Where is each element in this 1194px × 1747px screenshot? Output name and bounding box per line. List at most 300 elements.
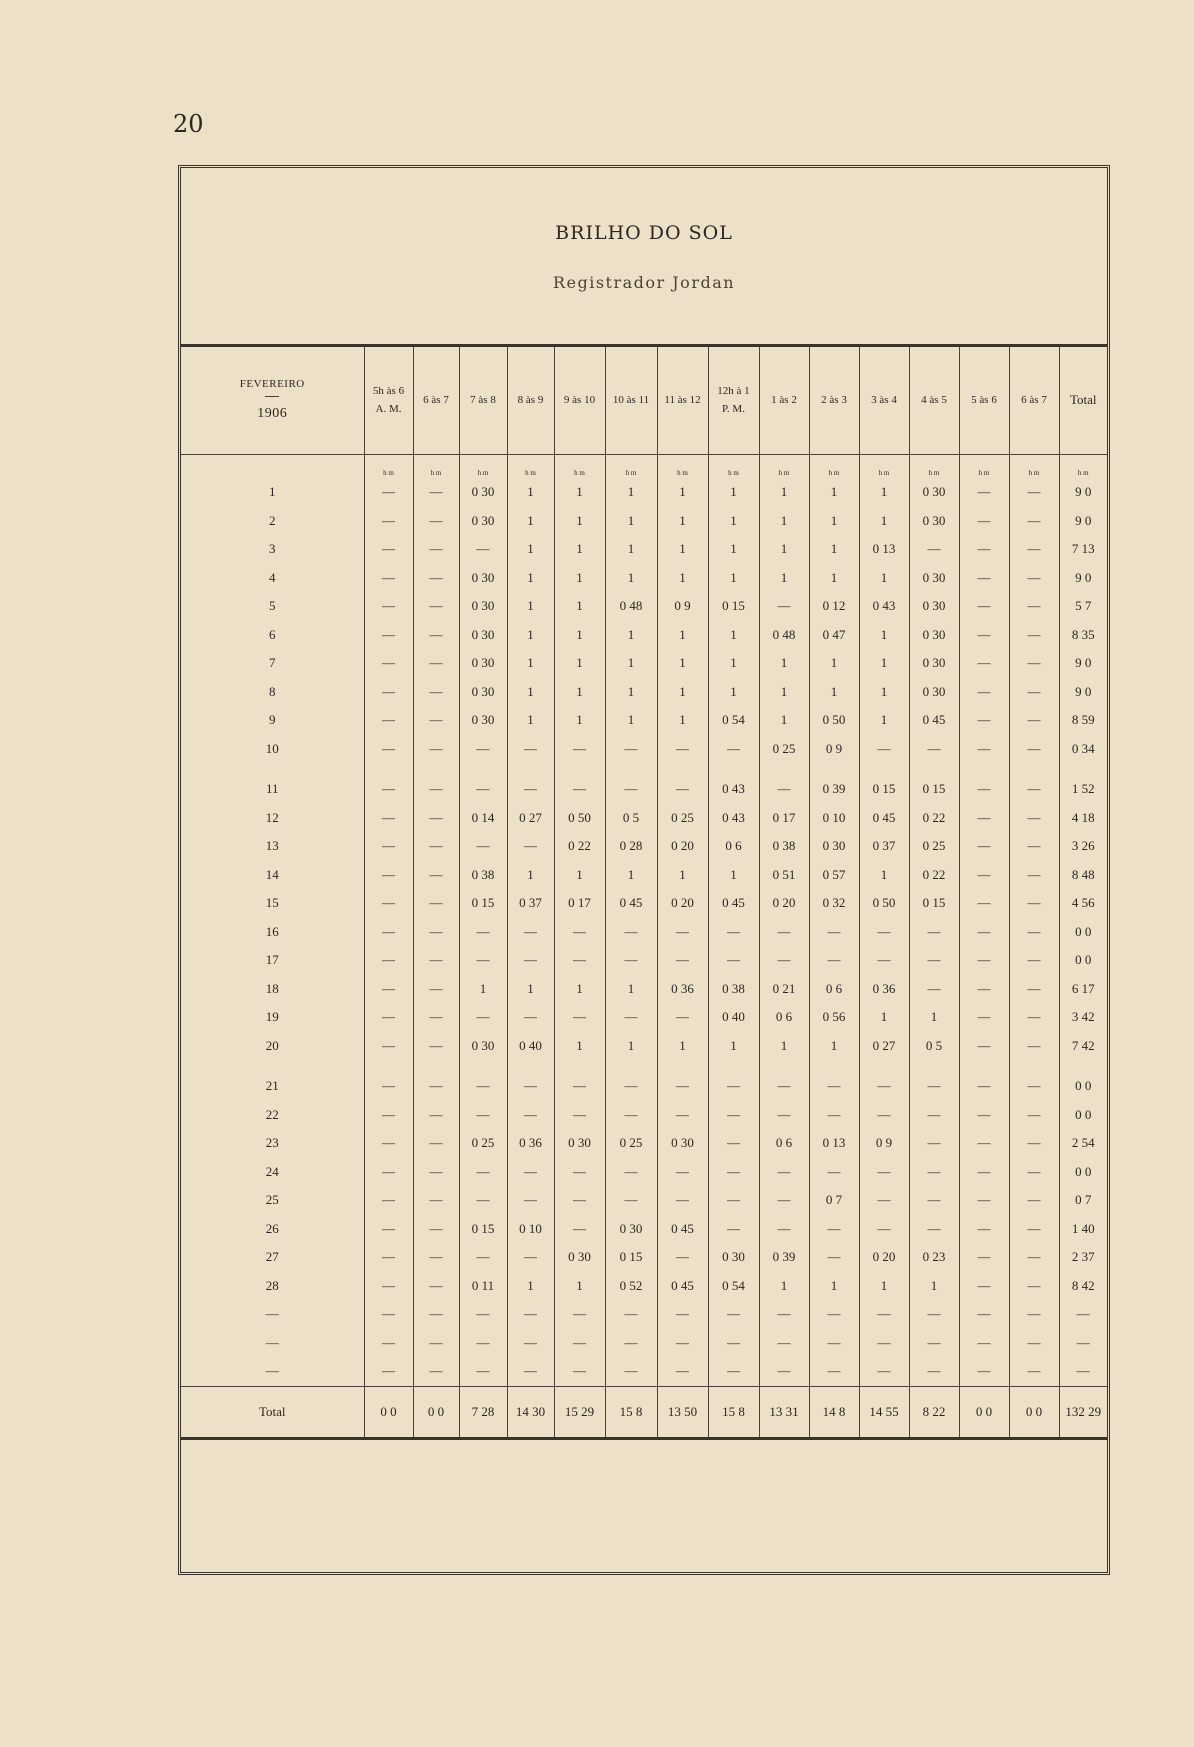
hour-cell: 0 30 <box>459 621 507 650</box>
gap-cell <box>507 1060 554 1072</box>
row-total-cell: 9 0 <box>1059 507 1107 536</box>
hour-cell: — <box>413 1215 459 1244</box>
hour-cell: — <box>657 946 708 975</box>
hour-cell: 1 <box>708 478 759 507</box>
hour-cell: — <box>1009 678 1059 707</box>
hour-cell: — <box>507 1300 554 1329</box>
hour-cell: — <box>554 1215 605 1244</box>
unit-label: h m <box>759 455 809 479</box>
hour-cell: 0 25 <box>759 735 809 764</box>
hour-cell: 1 <box>809 1032 859 1061</box>
table-row <box>181 1300 1107 1329</box>
table-frame <box>178 165 1110 1575</box>
hour-cell: — <box>657 1329 708 1358</box>
hour-cell: — <box>959 861 1009 890</box>
hour-cell: — <box>364 735 413 764</box>
unit-label: h m <box>413 455 459 479</box>
table-row <box>181 804 1107 833</box>
row-total-cell: 0 0 <box>1059 1101 1107 1130</box>
hour-cell: — <box>459 735 507 764</box>
hour-cell: 1 <box>507 975 554 1004</box>
gap-cell <box>554 1060 605 1072</box>
day-cell: 18 <box>265 980 279 996</box>
table-row <box>181 1158 1107 1187</box>
hour-cell: 0 20 <box>657 889 708 918</box>
row-total-cell: — <box>1059 1300 1107 1329</box>
hour-cell: — <box>909 735 959 764</box>
hour-cell: — <box>1009 564 1059 593</box>
unit-label: h m <box>657 455 708 479</box>
hour-cell: 0 6 <box>708 832 759 861</box>
hour-cell: — <box>507 918 554 947</box>
column-header: 5 às 6 <box>959 347 1009 455</box>
hour-cell: 1 <box>605 507 657 536</box>
table-row <box>181 621 1107 650</box>
row-total-cell: 8 35 <box>1059 621 1107 650</box>
hour-cell: — <box>1009 1357 1059 1386</box>
hour-cell: — <box>413 1186 459 1215</box>
hour-cell: — <box>364 1272 413 1301</box>
hour-cell: 0 22 <box>554 832 605 861</box>
day-cell: 15 <box>265 895 279 911</box>
gap-cell <box>1009 1060 1059 1072</box>
row-total-cell: 2 54 <box>1059 1129 1107 1158</box>
hour-cell: — <box>1009 592 1059 621</box>
hour-cell: 0 22 <box>909 861 959 890</box>
hour-cell: 1 <box>759 649 809 678</box>
hour-cell: 1 <box>554 1272 605 1301</box>
hour-cell: — <box>959 804 1009 833</box>
hour-cell: — <box>554 1329 605 1358</box>
unit-label: h m <box>809 455 859 479</box>
hour-cell: — <box>413 832 459 861</box>
hour-cell: — <box>507 946 554 975</box>
table-row <box>181 1215 1107 1244</box>
hour-cell: — <box>708 735 759 764</box>
total-cell: 7 28 <box>459 1386 507 1437</box>
table-row <box>181 478 1107 507</box>
hour-cell: 0 9 <box>657 592 708 621</box>
hour-cell: — <box>364 1357 413 1386</box>
hour-cell: — <box>1009 889 1059 918</box>
hour-cell: 1 <box>708 861 759 890</box>
hour-cell: — <box>364 564 413 593</box>
total-cell: 0 0 <box>959 1386 1009 1437</box>
table-row <box>181 564 1107 593</box>
table-row <box>181 1329 1107 1358</box>
hour-cell: 0 30 <box>459 564 507 593</box>
day-cell: 6 <box>269 626 276 642</box>
hour-cell: — <box>759 1357 809 1386</box>
total-cell: 15 8 <box>605 1386 657 1437</box>
column-header: 3 às 4 <box>859 347 909 455</box>
column-header: 2 às 3 <box>809 347 859 455</box>
gap-cell <box>1059 763 1107 775</box>
hour-cell: — <box>459 832 507 861</box>
hour-cell: — <box>959 975 1009 1004</box>
hour-cell: 1 <box>657 564 708 593</box>
hour-cell: 0 17 <box>554 889 605 918</box>
hour-cell: 1 <box>605 649 657 678</box>
unit-label: h m <box>909 455 959 479</box>
row-total-cell: 5 7 <box>1059 592 1107 621</box>
hour-cell: — <box>959 564 1009 593</box>
row-total-cell: 3 26 <box>1059 832 1107 861</box>
hour-cell: 1 <box>554 507 605 536</box>
unit-label: h m <box>507 455 554 479</box>
hour-cell: 1 <box>605 1032 657 1061</box>
day-cell: 27 <box>265 1249 279 1265</box>
total-cell: 8 22 <box>909 1386 959 1437</box>
hour-cell: 1 <box>809 564 859 593</box>
hour-cell: — <box>413 946 459 975</box>
hour-cell: — <box>507 832 554 861</box>
gap-cell <box>708 763 759 775</box>
hour-cell: 1 <box>554 592 605 621</box>
hour-cell: — <box>759 1072 809 1101</box>
hour-cell: — <box>1009 649 1059 678</box>
total-cell: 0 0 <box>1009 1386 1059 1437</box>
day-cell: 5 <box>269 598 276 614</box>
hour-cell: — <box>809 1072 859 1101</box>
hour-cell: 0 40 <box>708 1003 759 1032</box>
day-cell: 9 <box>269 712 276 728</box>
day-cell: 11 <box>265 781 279 797</box>
table-row <box>181 946 1107 975</box>
hour-cell: — <box>859 735 909 764</box>
hour-cell: 1 <box>909 1272 959 1301</box>
hour-cell: — <box>507 1158 554 1187</box>
hour-cell: — <box>605 775 657 804</box>
hour-cell: — <box>759 592 809 621</box>
hour-cell: — <box>708 1072 759 1101</box>
hour-cell: — <box>859 1186 909 1215</box>
hour-cell: — <box>1009 775 1059 804</box>
hour-cell: — <box>507 1243 554 1272</box>
hour-cell: — <box>959 592 1009 621</box>
hour-cell: — <box>759 1329 809 1358</box>
hour-cell: 0 17 <box>759 804 809 833</box>
hour-cell: 0 30 <box>909 592 959 621</box>
day-cell: 1 <box>269 484 276 500</box>
hour-cell: 0 45 <box>657 1215 708 1244</box>
hour-cell: — <box>554 775 605 804</box>
hour-cell: — <box>809 1215 859 1244</box>
hour-cell: 0 30 <box>708 1243 759 1272</box>
title-block <box>181 168 1107 347</box>
table-row <box>181 678 1107 707</box>
hour-cell: — <box>959 1272 1009 1301</box>
hour-cell: 0 38 <box>708 975 759 1004</box>
hour-cell: — <box>459 946 507 975</box>
hour-cell: 1 <box>708 507 759 536</box>
column-header: 6 às 7 <box>413 347 459 455</box>
hour-cell: 0 37 <box>507 889 554 918</box>
hour-cell: — <box>364 535 413 564</box>
unit-row <box>181 455 1107 479</box>
column-header: 4 às 5 <box>909 347 959 455</box>
hour-cell: — <box>909 1158 959 1187</box>
gap-cell <box>554 763 605 775</box>
hour-cell: 0 15 <box>459 889 507 918</box>
hour-cell: — <box>364 1158 413 1187</box>
hour-cell: — <box>959 1243 1009 1272</box>
hour-cell: — <box>459 1357 507 1386</box>
hour-cell: 0 45 <box>708 889 759 918</box>
total-cell: 15 8 <box>708 1386 759 1437</box>
gap-cell <box>859 1060 909 1072</box>
unit-label: h m <box>554 455 605 479</box>
hour-cell: — <box>708 1215 759 1244</box>
hour-cell: 0 20 <box>759 889 809 918</box>
hour-cell: — <box>413 1072 459 1101</box>
hour-cell: 1 <box>809 649 859 678</box>
day-cell: 8 <box>269 683 276 699</box>
hour-cell: 1 <box>657 706 708 735</box>
page-number: 20 <box>173 110 204 138</box>
hour-cell: 0 30 <box>909 649 959 678</box>
hour-cell: — <box>959 735 1009 764</box>
hour-cell: — <box>413 1300 459 1329</box>
hour-cell: — <box>605 1072 657 1101</box>
hour-cell: 0 15 <box>859 775 909 804</box>
hour-cell: 0 43 <box>708 775 759 804</box>
hour-cell: — <box>413 1243 459 1272</box>
hour-cell: — <box>507 1329 554 1358</box>
sunshine-table <box>181 347 1107 1437</box>
hour-cell: — <box>413 535 459 564</box>
hour-cell: — <box>708 1300 759 1329</box>
hour-cell: — <box>1009 706 1059 735</box>
total-cell: 14 8 <box>809 1386 859 1437</box>
column-header: 5h às 6 A. M. <box>364 347 413 455</box>
gap-cell <box>181 763 364 775</box>
hour-cell: — <box>657 1158 708 1187</box>
gap-cell <box>708 1060 759 1072</box>
hour-cell: 0 30 <box>809 832 859 861</box>
hour-cell: 1 <box>605 861 657 890</box>
hour-cell: — <box>959 946 1009 975</box>
hour-cell: — <box>708 1129 759 1158</box>
hour-cell: — <box>364 775 413 804</box>
hour-cell: — <box>809 1300 859 1329</box>
hour-cell: — <box>909 946 959 975</box>
hour-cell: 1 <box>605 706 657 735</box>
header-row <box>181 347 1107 455</box>
hour-cell: 1 <box>759 564 809 593</box>
total-cell: 0 0 <box>364 1386 413 1437</box>
hour-cell: — <box>759 1101 809 1130</box>
hour-cell: 1 <box>605 564 657 593</box>
hour-cell: 0 25 <box>605 1129 657 1158</box>
hour-cell: — <box>554 1300 605 1329</box>
hour-cell: 1 <box>657 478 708 507</box>
hour-cell: 0 30 <box>459 678 507 707</box>
hour-cell: — <box>959 621 1009 650</box>
hour-cell: 1 <box>759 678 809 707</box>
table-row <box>181 775 1107 804</box>
hour-cell: — <box>364 918 413 947</box>
hour-cell: 0 32 <box>809 889 859 918</box>
hour-cell: — <box>1009 1215 1059 1244</box>
hour-cell: 1 <box>859 621 909 650</box>
hour-cell: — <box>1009 975 1059 1004</box>
hour-cell: 0 15 <box>909 775 959 804</box>
hour-cell: — <box>809 1158 859 1187</box>
hour-cell: — <box>1009 535 1059 564</box>
hour-cell: — <box>759 1215 809 1244</box>
row-total-cell: 9 0 <box>1059 678 1107 707</box>
hour-cell: — <box>959 1329 1009 1358</box>
hour-cell: 1 <box>554 621 605 650</box>
table-row <box>181 1357 1107 1386</box>
hour-cell: — <box>413 649 459 678</box>
hour-cell: 0 15 <box>909 889 959 918</box>
gap-cell <box>364 1060 413 1072</box>
hour-cell: — <box>507 1101 554 1130</box>
unit-label: h m <box>1059 455 1107 479</box>
hour-cell: 0 25 <box>459 1129 507 1158</box>
hour-cell: — <box>507 1357 554 1386</box>
table-row <box>181 975 1107 1004</box>
table-row <box>181 918 1107 947</box>
day-cell: 21 <box>265 1078 279 1094</box>
hour-cell: 0 14 <box>459 804 507 833</box>
hour-cell: — <box>657 1243 708 1272</box>
table-row <box>181 1101 1107 1130</box>
hour-cell: 0 45 <box>909 706 959 735</box>
hour-cell: — <box>959 918 1009 947</box>
hour-cell: 1 <box>554 649 605 678</box>
hour-cell: 1 <box>507 507 554 536</box>
hour-cell: — <box>364 678 413 707</box>
hour-cell: — <box>413 735 459 764</box>
row-total-cell: 0 34 <box>1059 735 1107 764</box>
gap-cell <box>413 763 459 775</box>
day-cell: 26 <box>265 1220 279 1236</box>
unit-label: h m <box>708 455 759 479</box>
hour-cell: — <box>909 535 959 564</box>
hour-cell: — <box>959 832 1009 861</box>
hour-cell: 0 45 <box>605 889 657 918</box>
hour-cell: — <box>959 478 1009 507</box>
hour-cell: 0 6 <box>759 1003 809 1032</box>
hour-cell: — <box>959 1129 1009 1158</box>
hour-cell: — <box>759 946 809 975</box>
hour-cell: 0 56 <box>809 1003 859 1032</box>
hour-cell: 0 38 <box>459 861 507 890</box>
hour-cell: — <box>1009 918 1059 947</box>
hour-cell: 0 10 <box>809 804 859 833</box>
hour-cell: — <box>759 1158 809 1187</box>
hour-cell: — <box>859 1329 909 1358</box>
gap-cell <box>859 763 909 775</box>
hour-cell: 1 <box>657 861 708 890</box>
hour-cell: 0 50 <box>859 889 909 918</box>
hour-cell: — <box>459 1072 507 1101</box>
page-subtitle: Registrador Jordan <box>552 273 736 292</box>
row-total-cell: 7 42 <box>1059 1032 1107 1061</box>
row-total-cell: 1 52 <box>1059 775 1107 804</box>
table-row <box>181 1243 1107 1272</box>
hour-cell: 0 51 <box>759 861 809 890</box>
hour-cell: — <box>909 1329 959 1358</box>
unit-label: h m <box>364 455 413 479</box>
hour-cell: — <box>364 706 413 735</box>
row-total-cell: — <box>1059 1329 1107 1358</box>
hour-cell: 0 27 <box>859 1032 909 1061</box>
hour-cell: 0 37 <box>859 832 909 861</box>
hour-cell: 0 30 <box>459 649 507 678</box>
hour-cell: 1 <box>657 1032 708 1061</box>
hour-cell: 1 <box>605 535 657 564</box>
hour-cell: — <box>1009 804 1059 833</box>
hour-cell: 0 54 <box>708 706 759 735</box>
hour-cell: 1 <box>859 564 909 593</box>
hour-cell: — <box>809 946 859 975</box>
total-cell: 13 50 <box>657 1386 708 1437</box>
hour-cell: — <box>909 1101 959 1130</box>
gap-cell <box>959 763 1009 775</box>
day-cell: 4 <box>269 569 276 585</box>
hour-cell: 0 15 <box>708 592 759 621</box>
gap-cell <box>413 1060 459 1072</box>
column-header: 9 às 10 <box>554 347 605 455</box>
hour-cell: — <box>413 975 459 1004</box>
total-cell: 14 55 <box>859 1386 909 1437</box>
hour-cell: — <box>1009 832 1059 861</box>
hour-cell: — <box>459 1101 507 1130</box>
hour-cell: 1 <box>708 678 759 707</box>
hour-cell: — <box>507 1186 554 1215</box>
hour-cell: 1 <box>809 1272 859 1301</box>
hour-cell: 1 <box>859 649 909 678</box>
hour-cell: — <box>959 1357 1009 1386</box>
hour-cell: — <box>657 735 708 764</box>
day-cell: 28 <box>265 1277 279 1293</box>
hour-cell: 0 12 <box>809 592 859 621</box>
table-row <box>181 1072 1107 1101</box>
hour-cell: — <box>459 1329 507 1358</box>
hour-cell: — <box>959 706 1009 735</box>
hour-cell: — <box>959 507 1009 536</box>
day-cell: — <box>265 1363 279 1379</box>
row-gap <box>181 1060 1107 1072</box>
hour-cell: 0 30 <box>459 1032 507 1061</box>
total-cell: 0 0 <box>413 1386 459 1437</box>
hour-cell: — <box>364 975 413 1004</box>
hour-cell: 1 <box>605 678 657 707</box>
hour-cell: 0 30 <box>459 706 507 735</box>
day-cell: — <box>265 1306 279 1322</box>
hour-cell: 1 <box>759 1032 809 1061</box>
hour-cell: — <box>859 1357 909 1386</box>
hour-cell: — <box>413 478 459 507</box>
hour-cell: — <box>1009 1300 1059 1329</box>
table-row <box>181 1003 1107 1032</box>
hour-cell: — <box>1009 946 1059 975</box>
hour-cell: — <box>1009 478 1059 507</box>
hour-cell: — <box>364 946 413 975</box>
hour-cell: — <box>1009 507 1059 536</box>
hour-cell: — <box>1009 1272 1059 1301</box>
day-cell: 20 <box>265 1037 279 1053</box>
total-cell: 13 31 <box>759 1386 809 1437</box>
hour-cell: 0 30 <box>459 507 507 536</box>
row-total-cell: 7 13 <box>1059 535 1107 564</box>
day-cell: 25 <box>265 1192 279 1208</box>
hour-cell: — <box>413 1129 459 1158</box>
